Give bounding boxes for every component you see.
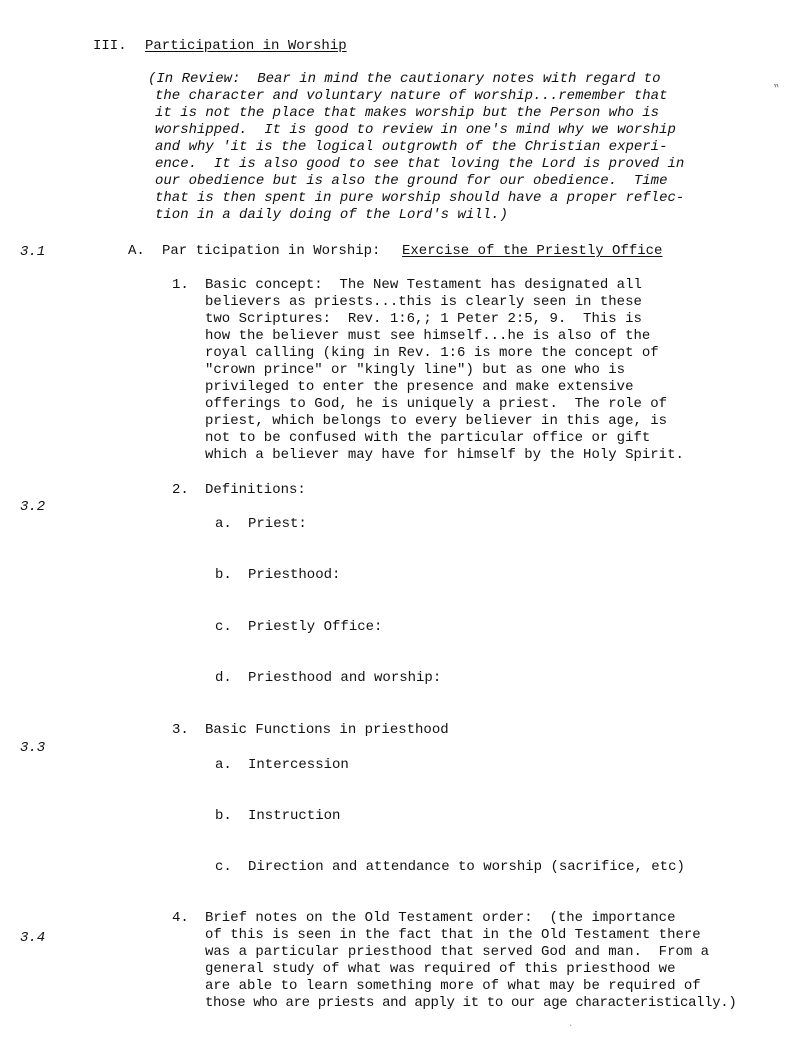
item-1-line: believers as priests...this is clearly seen in these	[205, 294, 642, 310]
definition-priestly-office: Priestly Office:	[248, 619, 383, 635]
margin-mark: ‟	[773, 84, 780, 96]
item-1-line: two Scriptures: Rev. 1:6,; 1 Peter 2:5, 9. This is	[205, 311, 642, 327]
item-4-line: are able to learn something more of what may be required of	[205, 978, 701, 994]
item-1-line: offerings to God, he is uniquely a priest. The role of	[205, 396, 668, 412]
review-line: that is then spent in pure worship should have a proper reflec-	[155, 190, 685, 206]
item-1-line: "crown prince" or "kingly line") but as one who is	[205, 362, 626, 378]
definition-c-letter: c.	[215, 619, 232, 635]
item-1-line: which a believer may have for himself by the Holy Spirit.	[205, 447, 684, 463]
definition-priest: Priest:	[248, 516, 307, 532]
subsection-a-title: Exercise of the Priestly Office	[402, 243, 663, 259]
item-3-title: Basic Functions in priesthood	[205, 722, 449, 738]
subsection-a-letter: A.	[128, 243, 145, 259]
definition-d-letter: d.	[215, 670, 232, 686]
speck: ·	[568, 1021, 574, 1031]
item-3-number: 3.	[172, 722, 189, 738]
review-line: (In Review: Bear in mind the cautionary notes with regard to	[148, 71, 661, 87]
function-direction: Direction and attendance to worship (sacrifice, etc)	[248, 859, 685, 875]
review-line: ence. It is also good to see that loving the Lord is proved in	[155, 156, 685, 172]
section-title: Participation in Worship	[145, 38, 347, 54]
definition-priesthood: Priesthood:	[248, 567, 341, 583]
margin-number-3-2: 3.2	[20, 499, 46, 515]
review-line: our obedience but is also the ground for our obedience. Time	[155, 173, 668, 189]
item-1-line: royal calling (king in Rev. 1:6 is more the concept of	[205, 345, 659, 361]
item-1-line: how the believer must see himself...he is also of the	[205, 328, 651, 344]
review-line: worshipped. It is good to review in one's mind why we worship	[155, 122, 676, 138]
item-1-line: Basic concept: The New Testament has designated all	[205, 277, 642, 293]
item-1-number: 1.	[172, 277, 189, 293]
item-4-line: was a particular priesthood that served God and man. From a	[205, 944, 710, 960]
subsection-a-label: Par ticipation in Worship:	[162, 243, 381, 259]
definition-priesthood-worship: Priesthood and worship:	[248, 670, 442, 686]
review-line: and why 'it is the logical outgrowth of the Christian experi-	[155, 139, 668, 155]
definition-a-letter: a.	[215, 516, 232, 532]
function-instruction: Instruction	[248, 808, 341, 824]
margin-number-3-1: 3.1	[20, 244, 46, 260]
item-4-line: those who are priests and apply it to our age characteristically.)	[205, 995, 737, 1011]
item-4-line: Brief notes on the Old Testament order: (the importance	[205, 910, 676, 926]
item-1-line: priest, which belongs to every believer in this age, is	[205, 413, 668, 429]
function-b-letter: b.	[215, 808, 232, 824]
function-c-letter: c.	[215, 859, 232, 875]
item-2-number: 2.	[172, 482, 189, 498]
item-4-line: general study of what was required of this priesthood we	[205, 961, 676, 977]
definition-b-letter: b.	[215, 567, 232, 583]
margin-number-3-3: 3.3	[20, 740, 46, 756]
function-intercession: Intercession	[248, 757, 349, 773]
review-line: it is not the place that makes worship but the Person who is	[155, 105, 660, 121]
review-line: tion in a daily doing of the Lord's will.)	[155, 207, 508, 223]
item-4-line: of this is seen in the fact that in the Old Testament there	[205, 927, 701, 943]
section-numeral: III.	[93, 38, 127, 54]
item-2-title: Definitions:	[205, 482, 306, 498]
function-a-letter: a.	[215, 757, 232, 773]
item-4-number: 4.	[172, 910, 189, 926]
margin-number-3-4: 3.4	[20, 930, 46, 946]
item-1-line: not to be confused with the particular office or gift	[205, 430, 651, 446]
review-line: the character and voluntary nature of worship...remember that	[155, 88, 668, 104]
item-1-line: privileged to enter the presence and make extensive	[205, 379, 634, 395]
